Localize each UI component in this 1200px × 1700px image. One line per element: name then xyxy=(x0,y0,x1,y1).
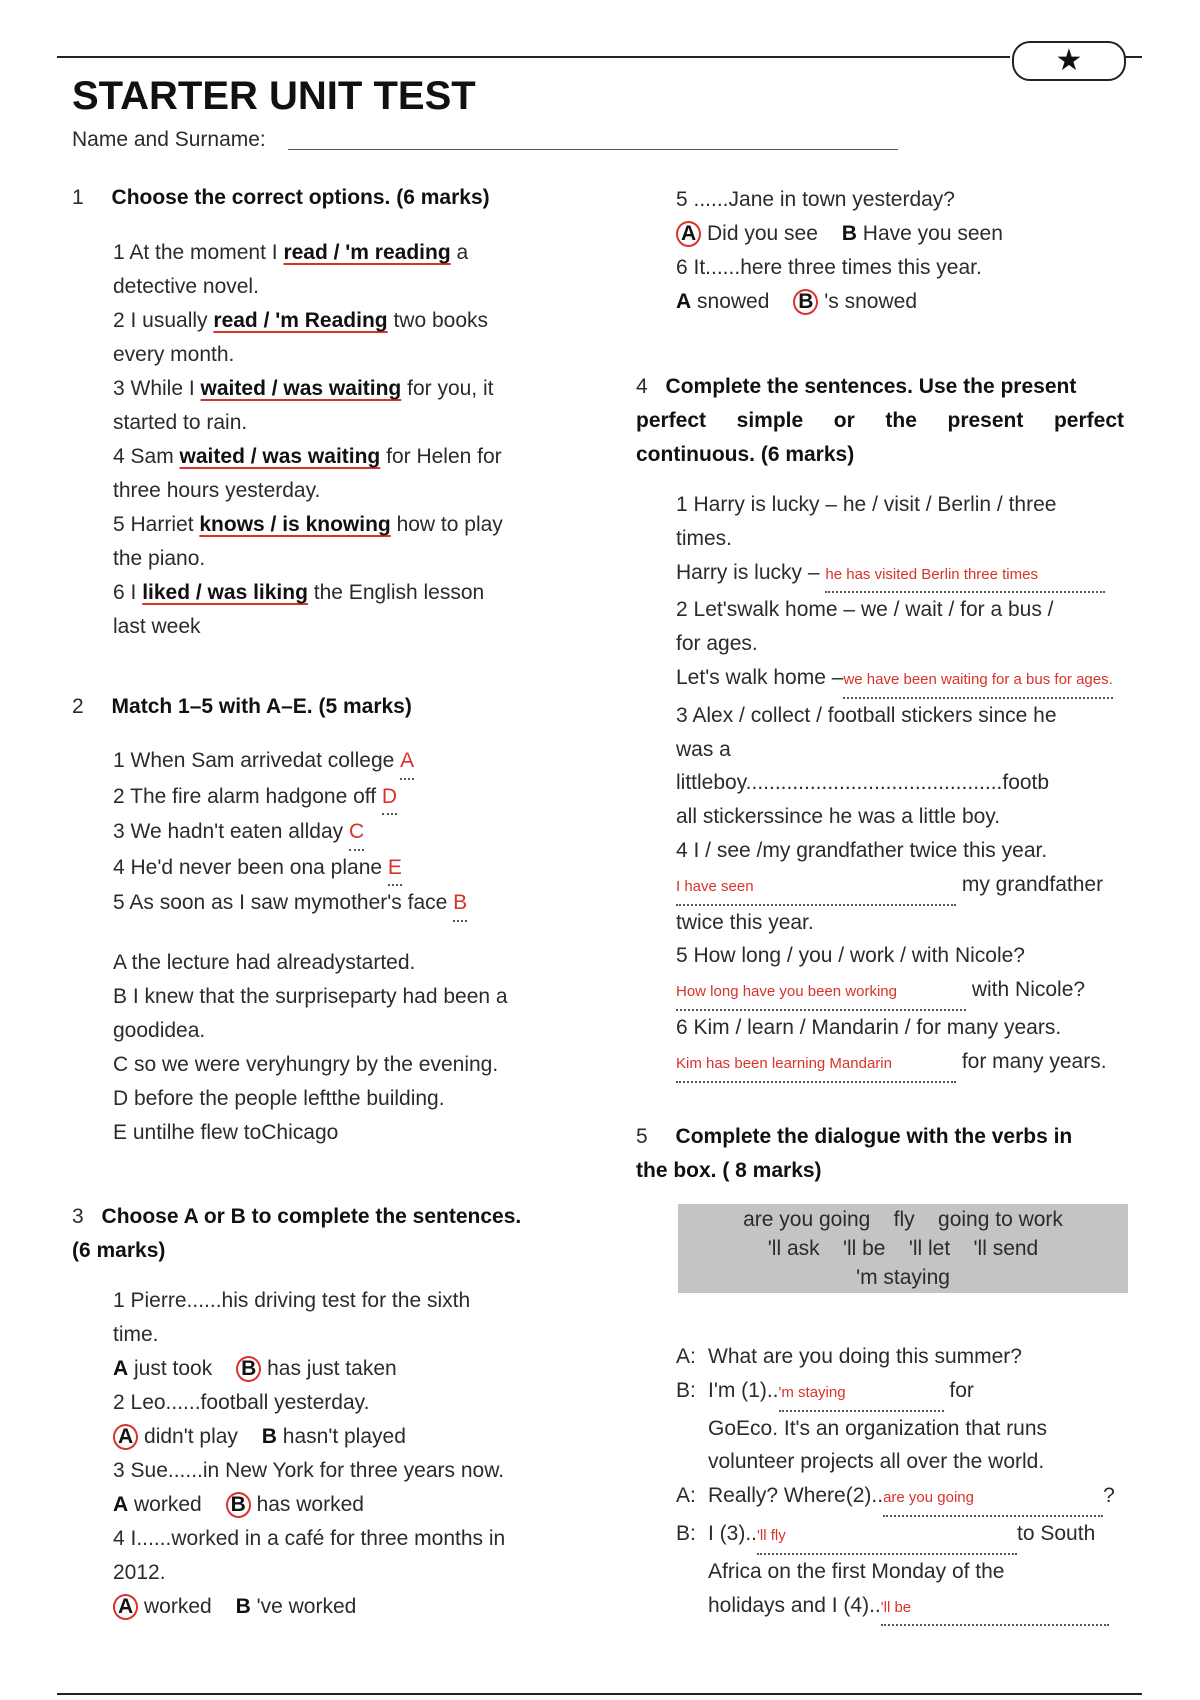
ex2-items xyxy=(113,744,467,922)
question: 1 Pierre......his driving test for the sixth xyxy=(113,1289,471,1312)
answer-options: A Did you see B Have you seen xyxy=(676,217,1003,251)
match-answer[interactable]: B xyxy=(453,886,467,922)
match-answer[interactable]: D xyxy=(382,780,397,816)
option-a-selected[interactable]: A xyxy=(113,1424,138,1450)
match-option: A the lecture had alreadystarted. xyxy=(113,951,416,974)
option-b-selected[interactable]: B xyxy=(226,1492,251,1518)
ex2-options xyxy=(113,946,508,1150)
answer-options: A worked B 've worked xyxy=(113,1590,505,1624)
option-b[interactable]: B xyxy=(235,1595,251,1618)
ex4-heading: 4 Complete the sentences. Use the present perfect simple or the present perfect continuous. (6 marks) xyxy=(636,375,1124,466)
match-option: C so we were veryhungry by the evening. xyxy=(113,1053,499,1076)
ex1-choice[interactable]: read / 'm reading xyxy=(283,241,451,264)
ex1-line: 1 At the moment I read / 'm reading a xyxy=(113,241,469,264)
match-answer[interactable]: E xyxy=(388,851,402,887)
dialogue-answer[interactable]: are you going xyxy=(883,1481,1103,1517)
ex1-line: detective novel. xyxy=(113,275,259,298)
answer-field[interactable]: he has visited Berlin three times xyxy=(825,558,1105,594)
option-a-selected[interactable]: A xyxy=(676,221,701,247)
match-item: 1 When Sam arrivedat college A xyxy=(113,744,467,780)
ex1-choice[interactable]: knows / is knowing xyxy=(199,513,391,536)
word-box-row: 'm staying xyxy=(856,1266,950,1289)
name-field[interactable] xyxy=(288,148,898,150)
option-b-selected[interactable]: B xyxy=(236,1356,261,1382)
answer-options: A just took B has just taken xyxy=(113,1357,397,1380)
dialogue: A: What are you doing this summer? B: I'm (1)..'m staying for GoEco. It's an organization that runs volunteer projects all over the world. A: Really? Where(2)..are you going ? B: I (3)..'ll fly to South Africa on the first Monday of the holidays and I (4)..'ll be xyxy=(676,1340,1115,1626)
word-box-row: are you going fly going to work xyxy=(743,1208,1063,1231)
answer-options: A didn't play B hasn't played xyxy=(113,1420,505,1454)
match-option: goodidea. xyxy=(113,1019,206,1042)
option-a-selected[interactable]: A xyxy=(113,1594,138,1620)
option-b[interactable]: B xyxy=(841,222,857,245)
answer-field[interactable]: littleboy............................................footb xyxy=(676,771,1050,795)
ex1-choice[interactable]: liked / was liking xyxy=(142,581,308,604)
ex3-body xyxy=(113,1284,505,1624)
ex3-heading: 3 Choose A or B to complete the sentences. (6 marks) xyxy=(72,1205,522,1262)
ex3-body-cont xyxy=(676,183,1003,319)
match-item: 5 As soon as I saw mymother's face B xyxy=(113,886,467,922)
ex1-line: 3 While I waited / was waiting for you, it xyxy=(113,377,494,400)
answer-field[interactable]: I have seen xyxy=(676,870,956,906)
dialogue-answer[interactable]: 'll fly xyxy=(757,1519,1017,1555)
match-answer[interactable]: C xyxy=(349,815,364,851)
dialogue-answer[interactable]: 'll be xyxy=(881,1591,1109,1627)
question: 2 Leo......football yesterday. xyxy=(113,1391,370,1414)
ex1-line: 4 Sam waited / was waiting for Helen for xyxy=(113,445,502,468)
question: 3 Sue......in New York for three years now. xyxy=(113,1459,505,1482)
word-box-row: 'll ask 'll be 'll let 'll send xyxy=(767,1237,1039,1260)
option-b-selected[interactable]: B xyxy=(793,289,818,315)
answer-field[interactable]: we have been waiting for a bus for ages. xyxy=(843,663,1112,699)
question: time. xyxy=(113,1323,159,1346)
ex1-body xyxy=(113,236,503,644)
answer-field[interactable]: Kim has been learning Mandarin xyxy=(676,1047,956,1083)
top-rule-end xyxy=(1124,56,1142,58)
ex1-line: every month. xyxy=(113,343,235,366)
answer-options: A worked B has worked xyxy=(113,1493,364,1516)
option-a[interactable]: A xyxy=(113,1493,129,1516)
ex5-heading: 5 Complete the dialogue with the verbs in the box. ( 8 marks) xyxy=(636,1125,1073,1182)
match-option: B I knew that the surpriseparty had been a xyxy=(113,985,508,1008)
match-item: 2 The fire alarm hadgone off D xyxy=(113,780,467,816)
star-badge: ★ xyxy=(1012,41,1126,81)
option-b[interactable]: B xyxy=(261,1425,277,1448)
ex1-line: the piano. xyxy=(113,547,206,570)
ex1-choice[interactable]: waited / was waiting xyxy=(179,445,381,468)
page-title: STARTER UNIT TEST xyxy=(72,74,476,118)
ex1-choice[interactable]: read / 'm Reading xyxy=(213,309,388,332)
ex1-line: 2 I usually read / 'm Reading two books xyxy=(113,309,489,332)
match-item: 4 He'd never been ona plane E xyxy=(113,851,467,887)
match-option: E untilhe flew toChicago xyxy=(113,1121,339,1144)
name-label: Name and Surname: xyxy=(72,128,266,151)
question: 4 I......worked in a café for three months in xyxy=(113,1527,506,1550)
option-a[interactable]: A xyxy=(113,1357,129,1380)
answer-options: A snowed B 's snowed xyxy=(676,290,917,313)
ex2-heading: 2 Match 1–5 with A–E. (5 marks) xyxy=(72,695,412,718)
top-rule xyxy=(57,56,1010,58)
match-answer[interactable]: A xyxy=(400,744,414,780)
ex1-line: 5 Harriet knows / is knowing how to play xyxy=(113,513,503,536)
question: 6 It......here three times this year. xyxy=(676,256,982,279)
match-option: D before the people leftthe building. xyxy=(113,1087,445,1110)
question: 2012. xyxy=(113,1561,166,1584)
word-box xyxy=(678,1204,1128,1293)
answer-field[interactable]: How long have you been working xyxy=(676,975,966,1011)
match-item: 3 We hadn't eaten allday C xyxy=(113,815,467,851)
ex1-line: three hours yesterday. xyxy=(113,479,321,502)
ex1-choice[interactable]: waited / was waiting xyxy=(200,377,402,400)
question: 5 ......Jane in town yesterday? xyxy=(676,188,955,211)
ex1-line: 6 I liked / was liking the English lesson xyxy=(113,581,485,604)
ex1-heading: 1 Choose the correct options. (6 marks) xyxy=(72,186,490,209)
ex1-line: started to rain. xyxy=(113,411,248,434)
bottom-rule xyxy=(57,1693,1142,1695)
ex1-line: last week xyxy=(113,615,201,638)
option-a[interactable]: A xyxy=(676,290,692,313)
ex4-body: 1 Harry is lucky – he / visit / Berlin / three times. Harry is lucky – he has visited Berlin three times 2 Let'swalk home – we / wait / for a bus / for ages. Let's walk home –we have been waiting for a bus for ages. 3 Alex / collect / football stickers since he was a littleboy............................................footb all stickerssince he was a little boy. 4 I / see /my grandfather twice this year. I have seen my grandfather twice this year. 5 How long / you / work / with Nicole? How long have you been working with Nicole? 6 Kim / learn / Mandarin / for many years. Kim has been learning Mandarin for many years. xyxy=(676,488,1113,1083)
dialogue-answer[interactable]: 'm staying xyxy=(779,1376,944,1412)
